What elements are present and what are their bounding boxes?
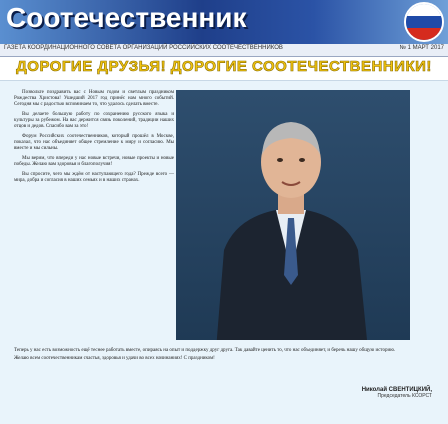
paragraph: Желаю всем соотечественникам счастья, здоровья и удачи во всех начинаниях! С праздником! [14, 356, 215, 361]
paragraph: Мы верим, что впереди у нас новые встречи, новые проекты и новые победы. Желаю вам здоровья и благополучия! [14, 156, 174, 167]
newspaper-title: Соотечественник [6, 2, 247, 33]
signature-name: Николай СВЕНТИЦКИЙ, [361, 387, 432, 393]
article-column-left [14, 90, 174, 188]
masthead-subtitle: ГАЗЕТА КООРДИНАЦИОННОГО СОВЕТА ОРГАНИЗАЦИЙ РОССИЙСКИХ СООТЕЧЕСТВЕННИКОВ [4, 45, 283, 51]
masthead [0, 0, 448, 44]
paragraph: Вы спросите, чего мы ждём от наступающего года? Прежде всего — мира, добра и согласия в наших семьях и в наших странах. [14, 172, 174, 183]
paragraph: Форум Российских соотечественников, который прошёл в Москве, показал, что нас объединяет общее стремление к миру и согласию. Мы вместе и мы сильны. [14, 134, 174, 151]
paragraph: Позвольте поздравить вас с Новым годом и светлым праздником Рождества Христова! Ушедший 2017 год принёс нам много событий. Сегодня мы с радостью вспоминаем то, что удалось сделать вместе. [14, 90, 174, 107]
portrait-figure [206, 100, 376, 340]
issue-number: № 1 МАРТ 2017 [399, 45, 444, 51]
russian-flag-emblem [404, 2, 444, 42]
masthead-subline [0, 44, 448, 57]
paragraph: Вы делаете большую работу по сохранению русского языка и культуры за рубежом. На вас держится связь поколений, традиции наших отцов и дедов. Спасибо вам за это! [14, 112, 174, 129]
article-headline: ДОРОГИЕ ДРУЗЬЯ! ДОРОГИЕ СООТЕЧЕСТВЕННИКИ! [16, 58, 432, 75]
article-continuation [14, 348, 434, 364]
paragraph: Теперь у нас есть возможность ещё теснее работать вместе, опираясь на опыт и поддержку друг друга. Так давайте ценить то, что нас объединяет, и беречь нашу общую историю. [14, 348, 396, 353]
signature-role: Председатель КСОРСТ [377, 393, 432, 399]
signature-block [362, 387, 432, 399]
portrait-photo [176, 90, 410, 340]
